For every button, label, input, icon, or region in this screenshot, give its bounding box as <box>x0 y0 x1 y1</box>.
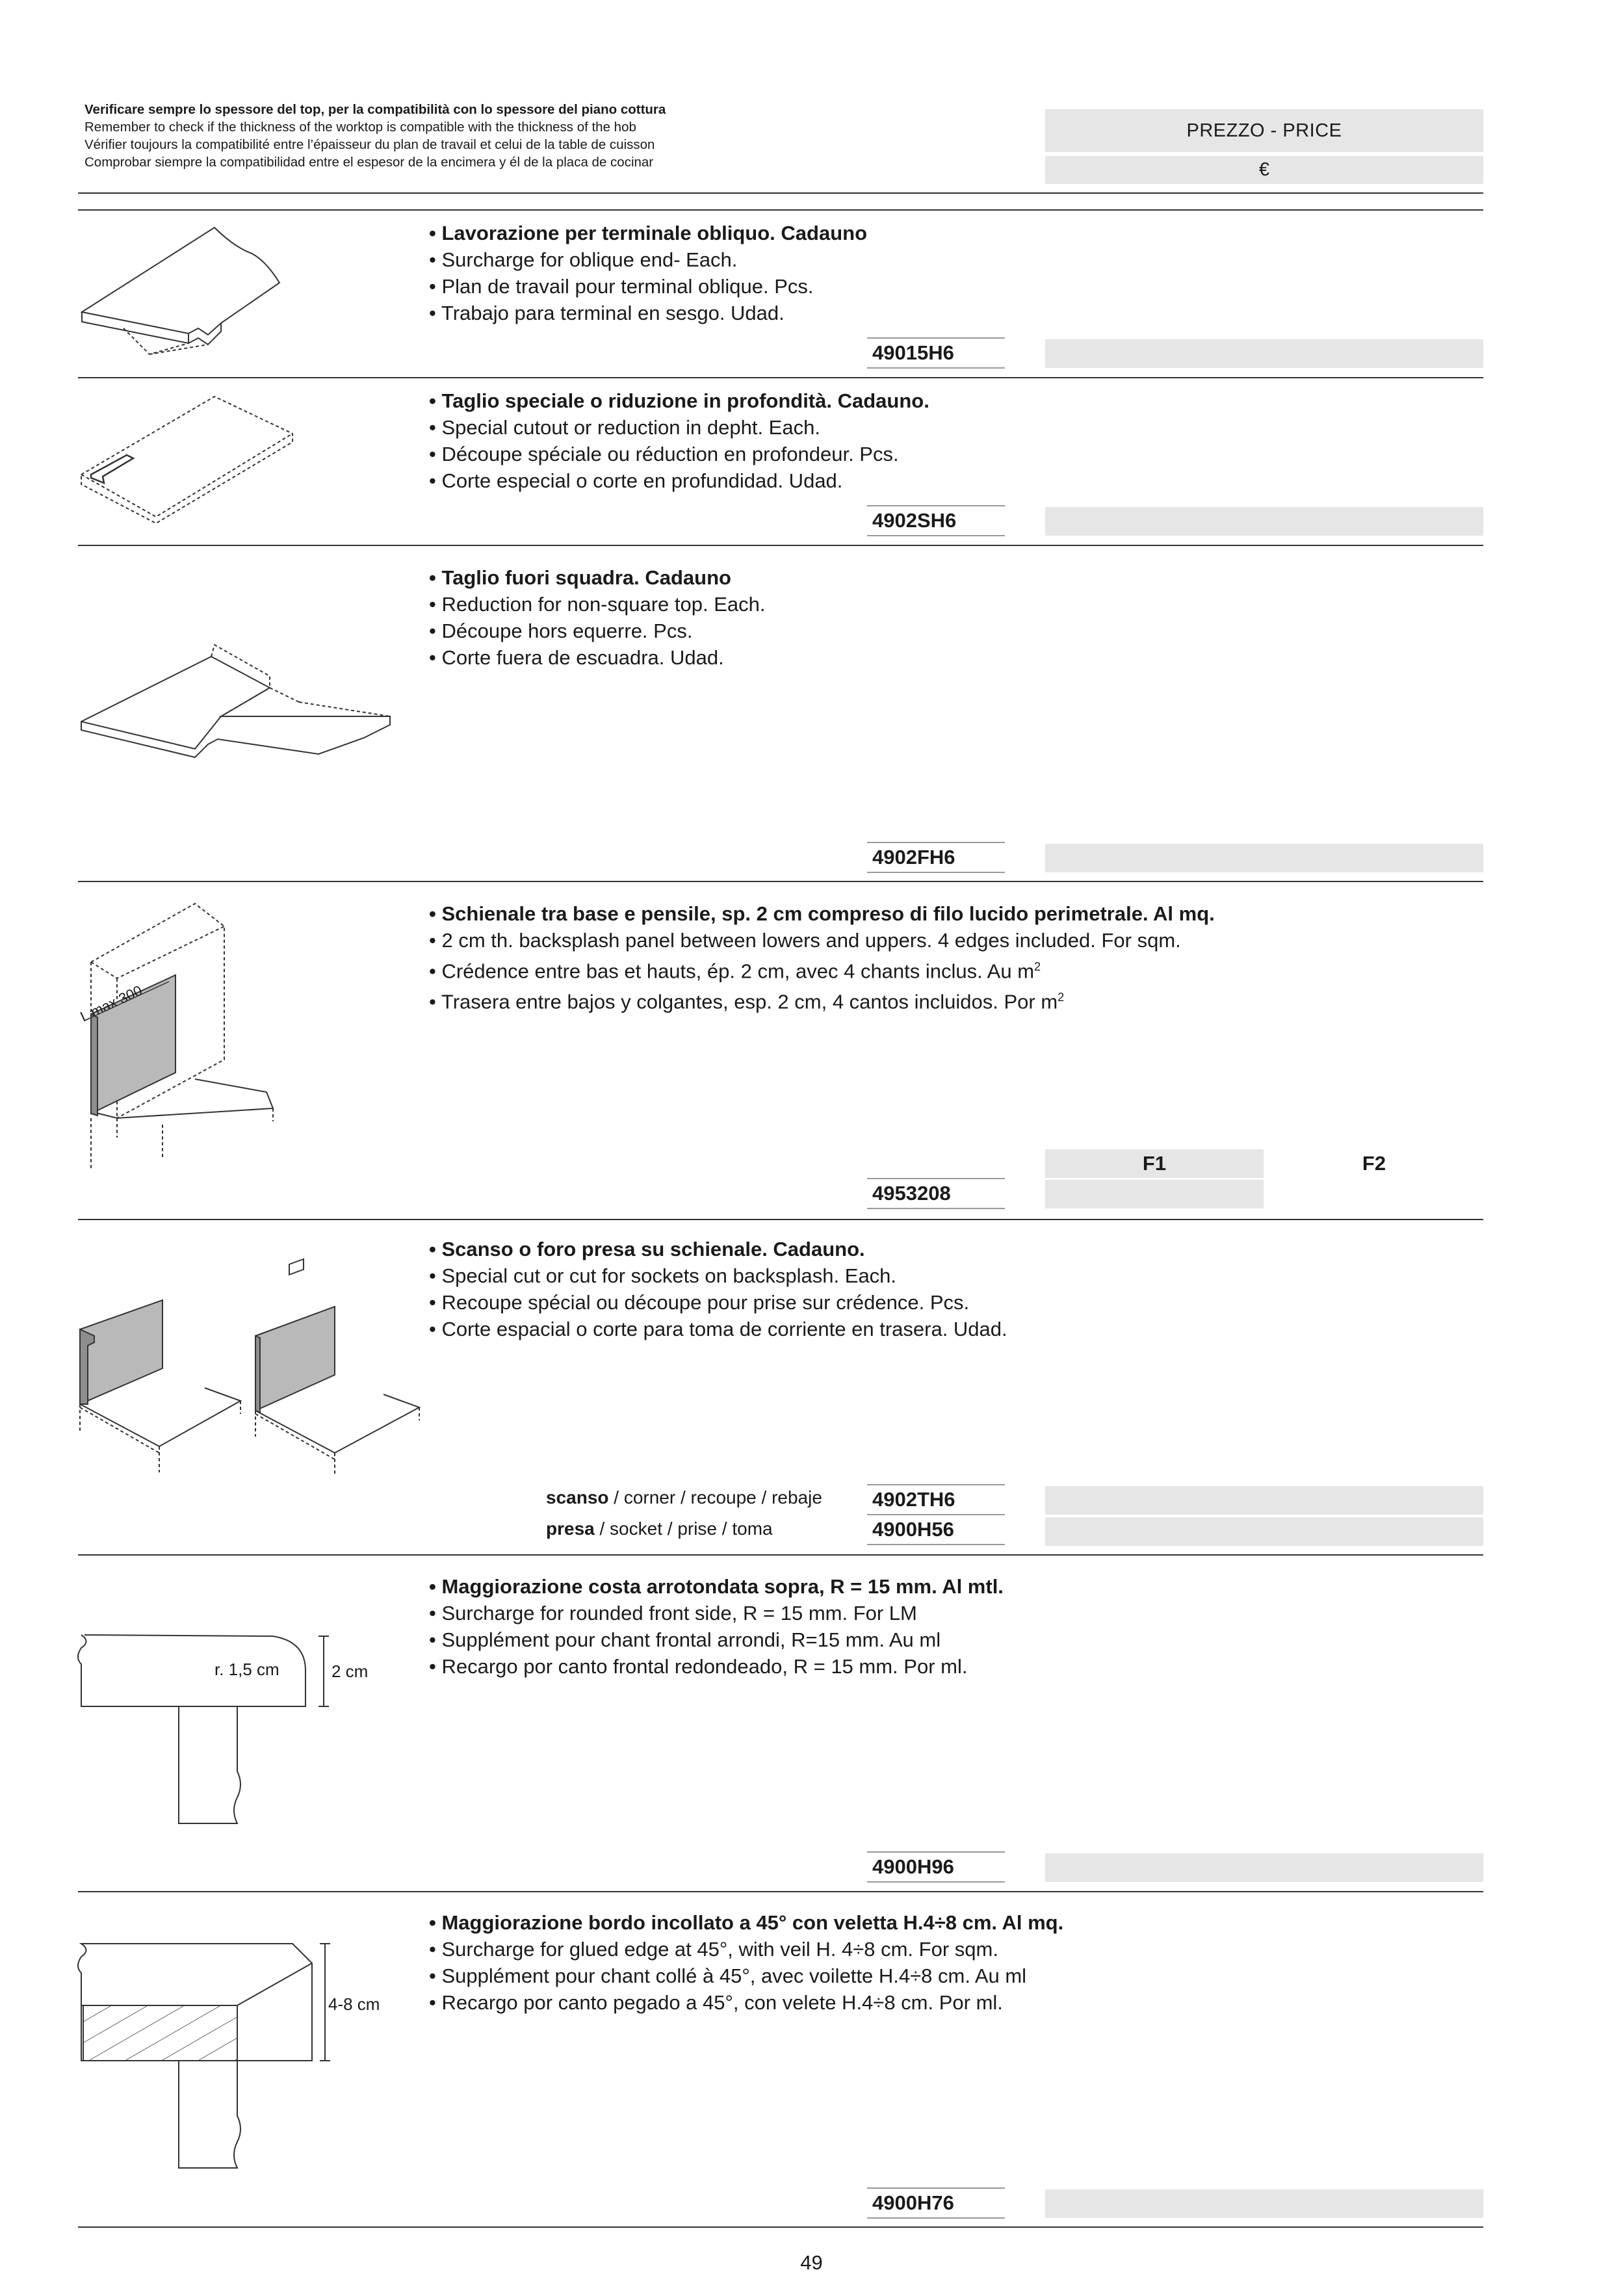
desc-spanish: • Recargo por canto frontal redondeado, R = 15 mm. Por ml. <box>429 1655 968 1678</box>
veil-height-label: 4-8 cm <box>328 1994 380 2014</box>
desc-english: • Surcharge for glued edge at 45°, with veil H. 4÷8 cm. For sqm. <box>429 1938 998 1961</box>
note-french: Vérifier toujours la compatibilité entre l’épaisseur du plan de travail et celui de la table de cuisson <box>84 137 655 152</box>
price-cell-f1 <box>1045 1180 1264 1208</box>
product-code: 4902FH6 <box>867 842 1005 873</box>
backsplash-drawing <box>78 897 286 1183</box>
section-depth-cutout-text <box>429 387 929 494</box>
section-oblique-end-text <box>429 220 867 326</box>
superscript: 2 <box>1034 960 1041 973</box>
section-divider <box>78 209 1483 211</box>
rounded-edge-drawing <box>78 1628 416 1836</box>
section-backsplash-text <box>429 900 1215 1015</box>
desc-spanish: • Corte fuera de escuadra. Udad. <box>429 646 724 669</box>
section-divider <box>78 545 1483 546</box>
variant-key: presa <box>546 1519 595 1539</box>
glued-edge-drawing <box>78 1940 416 2181</box>
non-square-top-drawing <box>78 644 416 787</box>
desc-italian: • Taglio speciale o riduzione in profondità. Cadauno. <box>429 389 929 412</box>
desc-italian: • Maggiorazione bordo incollato a 45° con veletta H.4÷8 cm. Al mq. <box>429 1911 1064 1934</box>
price-cell <box>1045 1853 1483 1882</box>
variant-key: scanso <box>546 1487 609 1507</box>
product-code: 49015H6 <box>867 337 1005 369</box>
desc-english: • Surcharge for rounded front side, R = 15 mm. For LM <box>429 1602 917 1624</box>
section-glued-edge-text <box>429 1909 1063 2016</box>
desc-french: • Supplément pour chant frontal arrondi, R=15 mm. Au ml <box>429 1628 941 1651</box>
price-cell <box>1045 1517 1483 1546</box>
price-cell <box>1045 2189 1483 2218</box>
finish-f2-header: F2 <box>1362 1152 1386 1175</box>
desc-spanish: • Trabajo para terminal en sesgo. Udad. <box>429 302 785 324</box>
product-code: 4902TH6 <box>867 1484 1005 1515</box>
section-divider <box>78 881 1483 882</box>
section-divider <box>78 2226 1483 2228</box>
note-italian: Verificare sempre lo spessore del top, per la compatibilità con lo spessore del piano cottura <box>84 102 666 117</box>
desc-italian: • Maggiorazione costa arrotondata sopra, R = 15 mm. Al mtl. <box>429 1575 1004 1598</box>
product-code: 4900H96 <box>867 1851 1005 1883</box>
section-non-square-text <box>429 564 766 671</box>
desc-italian: • Scanso o foro presa su schienale. Cadauno. <box>429 1238 865 1260</box>
price-cell <box>1045 507 1483 536</box>
price-column-header: PREZZO - PRICE <box>1045 109 1483 152</box>
compatibility-note <box>84 101 994 171</box>
product-code: 4953208 <box>867 1178 1005 1209</box>
variant-corner-label <box>546 1487 822 1508</box>
desc-french: • Plan de travail pour terminal oblique. Pcs. <box>429 275 814 298</box>
section-divider <box>78 1554 1483 1556</box>
price-cell <box>1045 1486 1483 1515</box>
desc-french <box>429 954 1215 984</box>
desc-spanish <box>429 984 1215 1015</box>
desc-spanish: • Corte espacial o corte para toma de corriente en trasera. Udad. <box>429 1318 1007 1340</box>
superscript: 2 <box>1058 991 1065 1004</box>
desc-english: • Special cut or cut for sockets on backsplash. Each. <box>429 1264 897 1287</box>
desc-english: • Surcharge for oblique end- Each. <box>429 248 738 271</box>
section-divider <box>78 377 1483 378</box>
desc-italian: • Schienale tra base e pensile, sp. 2 cm compreso di filo lucido perimetrale. Al mq. <box>429 902 1215 925</box>
finish-f1-header: F1 <box>1045 1149 1264 1178</box>
desc-french: • Découpe spéciale ou réduction en profondeur. Pcs. <box>429 443 899 465</box>
desc-spanish: • Recargo por canto pegado a 45°, con velete H.4÷8 cm. Por ml. <box>429 1991 1003 2014</box>
radius-label: r. 1,5 cm <box>214 1660 279 1679</box>
oblique-end-drawing <box>78 224 442 367</box>
desc-spanish: • Corte especial o corte en profundidad. Udad. <box>429 469 843 492</box>
desc-french: • Recoupe spécial ou découpe pour prise sur crédence. Pcs. <box>429 1291 970 1314</box>
section-divider <box>78 1891 1483 1892</box>
depth-cutout-drawing <box>78 393 442 536</box>
price-cell <box>1045 339 1483 368</box>
section-divider <box>78 1219 1483 1220</box>
desc-spanish-text: • Trasera entre bajos y colgantes, esp. 2 cm, 4 cantos incluidos. Por m <box>429 990 1058 1013</box>
product-code: 4900H76 <box>867 2187 1005 2219</box>
desc-french: • Supplément pour chant collé à 45°, avec voilette H.4÷8 cm. Au ml <box>429 1964 1027 1987</box>
currency-label: € <box>1045 156 1483 184</box>
section-socket-cut-text <box>429 1236 1007 1342</box>
price-cell <box>1045 844 1483 872</box>
product-code: 4900H56 <box>867 1515 1005 1545</box>
section-rounded-edge-text <box>429 1573 1004 1680</box>
desc-french: • Découpe hors equerre. Pcs. <box>429 620 693 642</box>
desc-english: • 2 cm th. backsplash panel between lowers and uppers. 4 edges included. For sqm. <box>429 929 1181 952</box>
product-code: 4902SH6 <box>867 505 1005 536</box>
page-number: 49 <box>800 2251 823 2274</box>
desc-italian: • Lavorazione per terminale obliquo. Cadauno <box>429 222 868 244</box>
desc-french-text: • Crédence entre bas et hauts, ép. 2 cm, avec 4 chants inclus. Au m <box>429 959 1035 983</box>
desc-english: • Special cutout or reduction in depht. Each. <box>429 416 820 439</box>
backsplash-cut-drawings <box>75 1297 426 1479</box>
variant-translations: / corner / recoupe / rebaje <box>608 1487 822 1507</box>
thickness-label: 2 cm <box>331 1662 369 1681</box>
desc-english: • Reduction for non-square top. Each. <box>429 593 766 616</box>
note-spanish: Comprobar siempre la compatibilidad entre el espesor de la encimera y él de la placa de cocinar <box>84 155 654 170</box>
variant-translations: / socket / prise / toma <box>594 1519 773 1539</box>
header-rule <box>78 192 1483 194</box>
max-length-label: L max 300 <box>77 982 145 1025</box>
note-english: Remember to check if the thickness of the worktop is compatible with the thickness of the hob <box>84 120 636 135</box>
desc-italian: • Taglio fuori squadra. Cadauno <box>429 566 731 589</box>
variant-socket-label <box>546 1519 773 1539</box>
